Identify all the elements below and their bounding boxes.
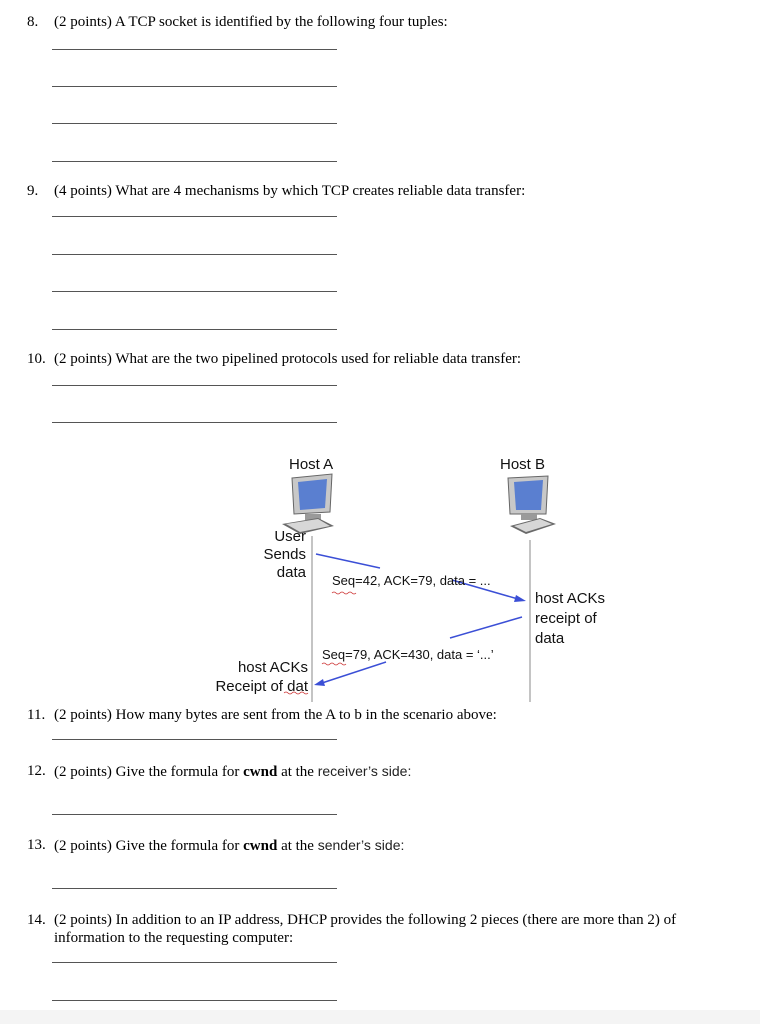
host-a-computer-icon <box>282 474 334 534</box>
answer-line[interactable] <box>52 216 337 217</box>
segment-2-label: Seq=79, ACK=430, data = ‘...’ <box>322 647 494 662</box>
user-sends-line: Sends <box>263 546 306 563</box>
question-number: 9. <box>27 183 39 199</box>
host-a-acks-label <box>215 658 308 696</box>
question-number: 14. <box>27 912 46 928</box>
answer-line[interactable] <box>52 385 337 386</box>
user-sends-line: User <box>274 528 306 545</box>
answer-line[interactable] <box>52 86 337 87</box>
question-text-part: at the <box>277 838 318 854</box>
question-number: 11. <box>27 707 46 723</box>
host-b-label: Host B <box>500 456 546 473</box>
question-number: 10. <box>27 351 46 367</box>
question-text: (2 points) A TCP socket is identified by the following four tuples: <box>54 14 448 30</box>
question-text <box>54 762 411 781</box>
answer-line[interactable] <box>52 739 337 740</box>
host-a-acks-line: Receipt of dat <box>215 678 308 695</box>
question-number: 8. <box>27 14 39 30</box>
answer-line[interactable] <box>52 254 337 255</box>
spell-underline <box>332 592 356 594</box>
question-text-part: (2 points) Give the formula for <box>54 838 244 854</box>
question-number: 12. <box>27 763 46 779</box>
answer-line[interactable] <box>52 123 337 124</box>
answer-line[interactable] <box>52 888 337 889</box>
user-sends-line: data <box>276 564 306 581</box>
host-b-computer-icon <box>508 476 556 534</box>
question-text: (2 points) What are the two pipelined protocols used for reliable data transfer: <box>54 351 522 367</box>
segment-1-label: Seq=42, ACK=79, data = ... <box>332 573 491 588</box>
host-b-acks-line: data <box>535 630 565 647</box>
host-b-acks-line: host ACKs <box>535 590 606 607</box>
answer-line[interactable] <box>52 962 337 963</box>
answer-line[interactable] <box>52 49 337 50</box>
cwnd-term: cwnd <box>243 838 278 854</box>
question-text <box>54 836 404 855</box>
question-text-part: (2 points) Give the formula for <box>54 764 244 780</box>
question-text: (4 points) What are 4 mechanisms by which TCP creates reliable data transfer: <box>54 183 526 199</box>
answer-line[interactable] <box>52 329 337 330</box>
answer-line[interactable] <box>52 291 337 292</box>
question-text-part: receiver’s side: <box>317 763 412 779</box>
question-text-part: sender’s side: <box>317 837 405 853</box>
host-b-acks-label <box>535 589 605 649</box>
answer-line[interactable] <box>52 814 337 815</box>
question-text: (2 points) How many bytes are sent from the A to b in the scenario above: <box>54 707 497 723</box>
host-a-label: Host A <box>289 456 334 473</box>
host-b-acks-line: receipt of <box>535 610 597 627</box>
question-number: 13. <box>27 837 46 853</box>
question-text: (2 points) In addition to an IP address, DHCP provides the following 2 pieces (there are more than 2) of information to the requesting computer: <box>54 912 677 946</box>
page-bottom-edge <box>0 1010 760 1024</box>
question-text-part: at the <box>277 764 318 780</box>
user-sends-label <box>263 528 306 582</box>
answer-line[interactable] <box>52 1000 337 1001</box>
host-a-acks-line: host ACKs <box>237 659 308 676</box>
spell-underline <box>322 663 346 665</box>
answer-line[interactable] <box>52 161 337 162</box>
tcp-seq-ack-diagram <box>0 440 760 710</box>
cwnd-term: cwnd <box>243 764 278 780</box>
answer-line[interactable] <box>52 422 337 423</box>
